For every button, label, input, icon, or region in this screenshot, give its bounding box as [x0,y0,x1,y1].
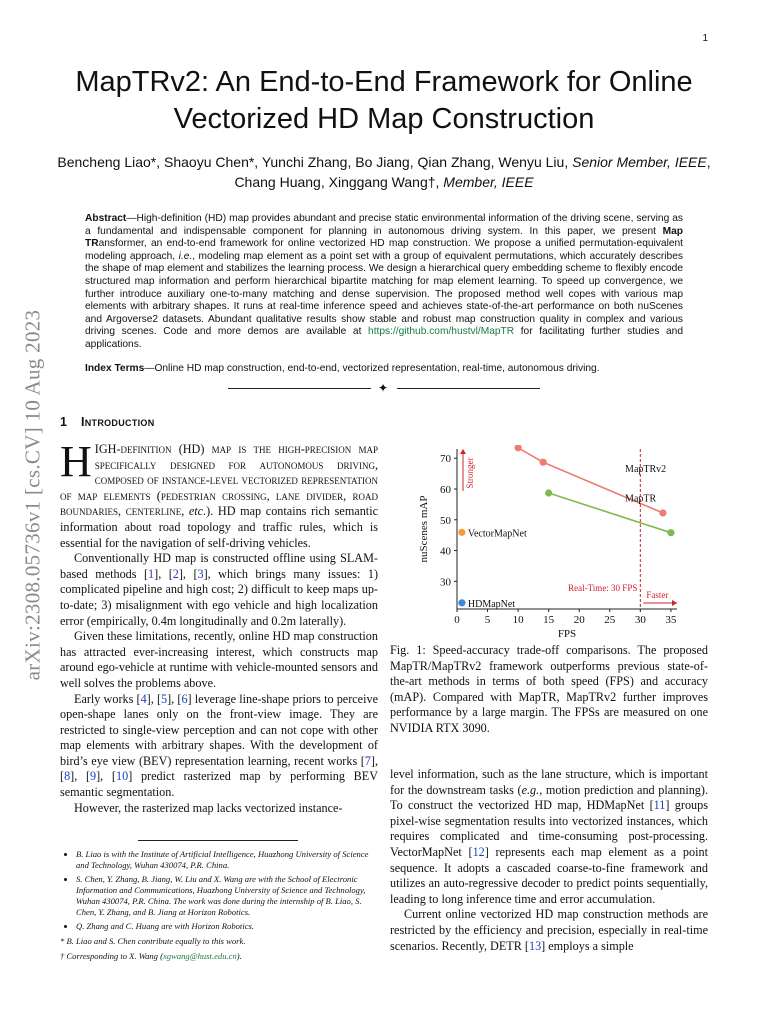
x-tick-label: 5 [484,614,491,626]
data-point [458,599,465,606]
text: ], [ [96,769,116,784]
text: , motion prediction and planning). To construct the vectorized HD map, HDMapNet [ [390,782,708,813]
diamond-icon: ✦ [378,381,389,395]
equal-contribution-note: * B. Liao and S. Chen contribute equally to this work. [60,936,246,946]
corresponding-author-note [60,951,378,962]
faster-label: Faster [646,590,669,600]
text: Current online vectorized HD map construction methods are restricted by the efficiency and precision, especially in real-time scenarios. Recently, DETR [ [390,907,708,953]
footnote-item: • B. Liao is with the Institute of Artificial Intelligence, Huazhong University of Science and Technology, Wuhan 430074, P.R. China. [76,849,378,871]
x-tick-label: 30 [634,614,646,626]
text: ], [ [60,753,378,784]
citation-link[interactable]: 6 [181,691,188,706]
paragraph: However, the rasterized map lacks vectorized instance- [74,800,343,815]
text: Early works [ [74,691,141,706]
text: ], [ [167,691,182,706]
footnote-item: • S. Chen, Y. Zhang, B. Jiang, W. Liu and X. Wang are with the School of Electronic Information and Communications, Huazhong University of Science and Technology, Wuhan 430074, P.R. China. The work was done during the internship of B. Liao, S. Chen, Y. Zhang, and B. Jiang at Horizon Robotics. [76,874,378,918]
footnote-item: • Q. Zhang and C. Huang are with Horizon Robotics. [76,921,378,932]
series-label: VectorMapNet [467,528,527,540]
citation-link[interactable]: 13 [528,938,542,953]
authors-line-1: Bencheng Liao*, Shaoyu Chen*, Yunchi Zhang, Bo Jiang, Qian Zhang, Wenyu Liu, [57,154,573,170]
code-link[interactable]: https://github.com/hustvl/MapTR [368,326,515,338]
author-role-1: Senior Member, IEEE [572,154,707,170]
series-label: HDMapNet [467,598,516,610]
abstract-text-4: for facilitating further studies and applications. [85,326,683,350]
index-terms-text: —Online HD map construction, end-to-end, vectorized representation, real-time, autonomous driving. [144,363,600,374]
data-point [540,459,547,466]
citation-link[interactable]: 7 [364,753,371,768]
arxiv-identifier: arXiv:2308.05736v1 [cs.CV] 10 Aug 2023 [20,309,45,681]
text: ], [ [178,566,198,581]
abstract-text-1: —High-definition (HD) map provides abundant and precise static environmental information of the driving scene, serving as a fundamental and indispensable component for planning in autonomous driving system. In this paper, we present [85,213,683,237]
text: ], [ [154,566,173,581]
authors-line-1-end: , [706,154,711,170]
y-tick-label: 50 [440,514,451,527]
citation-link[interactable]: 12 [472,844,485,859]
paragraph [60,692,378,801]
x-tick-label: 10 [512,614,524,626]
text: ] groups pixel-wise segmentation results into vectorized instances, which requires complicated and time-consuming post-processing. VectorMapNet [ [390,798,708,859]
x-tick-label: 15 [543,614,555,626]
page-number: 1 [702,33,708,44]
x-tick-label: 20 [573,614,585,626]
faster-arrow-head [672,600,677,606]
intro-text: IGH-definition (HD) map is the high-precision map specifically designed for autonomous driving, composed of instance-level vectorized representation of map elements (pedestrian crossing, lane divider, road boundaries, centerline, [60,442,378,519]
text: ], which brings many issues: 1) complicated pipeline and high cost; 2) difficult to keep maps up-to-date; 3) misalignment with ego vehicle and high localization error (empirically, 0.4m longitudinally and 0.2m laterally). [60,566,379,628]
text: ] leverage line-shape priors to perceive open-shape lanes only on the front-view image. They are restricted to single-view perception and can not cope with other map elements with arbitrary shapes. With the development of bird’s eye view (BEV) representation learning, recent works [ [60,691,378,768]
abstract-label: Abstract [85,213,127,224]
text: ] predict rasterized map by performing BEV semantic segmentation. [60,769,379,800]
left-column [60,437,379,816]
note-text: ). [236,951,242,961]
x-axis-title: FPS [557,628,577,640]
citation-link[interactable]: 2 [172,566,179,581]
arxiv-sidebar [18,245,48,745]
section-divider [228,381,540,395]
author-role-2: Member, IEEE [443,174,534,190]
citation-link[interactable]: 4 [140,691,147,706]
x-tick-label: 25 [604,614,616,626]
figure-caption: Fig. 1: Speed-accuracy trade-off comparisons. The proposed MapTR/MapTRv2 framework outperforms previous state-of-the-art methods in terms of both speed (FPS) and accuracy (mAP). Compared with MapTR, MapTRv2 further improves performance by a large margin. The FPSs are measured on one NVIDIA RTX 3090. [390,643,708,735]
index-terms [85,362,683,375]
speed-accuracy-chart [395,445,685,645]
y-axis-title: nuScenes mAP [418,495,430,563]
chart-svg [395,445,685,645]
data-point [515,445,522,451]
section-number: 1 [60,415,67,429]
text: ] represents each map element as a point sequence. It adopts a cascaded coarse-to-fine framework and utilizes an auto-regressive decoder to predict points sequentially, leading to long inference time and error accumulation. [390,844,708,906]
paragraph [60,437,378,551]
section-title: Introduction [80,415,155,429]
email-link[interactable]: xgwang@hust.edu.cn [162,951,237,961]
text: ], [ [146,691,162,706]
x-tick-label: 35 [665,614,677,626]
author-list [40,152,728,192]
abstract-ie: i.e. [178,250,193,262]
data-point [545,489,552,496]
text: level information, such as the lane structure, which is important for the downstream tasks ( [390,767,708,797]
citation-link[interactable]: 9 [90,769,97,784]
paragraph [390,907,708,954]
paragraph: Given these limitations, recently, online HD map construction has attracted ever-increasing interest, which constructs map around ego-vehicle at runtime with vehicle-mounted sensors and well solves the problems above. [60,629,378,690]
right-column [390,767,708,954]
stronger-label: Stronger [465,457,475,489]
index-terms-label: Index Terms [85,363,145,374]
text-eg: e.g. [521,782,540,797]
series-label: MapTR [625,493,657,505]
citation-link[interactable]: 8 [64,769,71,784]
abstract-text-2: ansformer, an end-to-end framework for online vectorized HD map construction. We propose a unified permutation-equivalent modeling approach, [85,238,683,262]
citation-link[interactable]: 3 [197,566,204,581]
intro-etc: etc. [188,504,207,519]
series-label: MapTRv2 [625,464,667,476]
data-point [659,509,666,516]
realtime-label: Real-Time: 30 FPS [568,583,638,593]
section-heading [60,415,155,429]
title-line-2: Vectorized HD Map Construction [173,103,595,135]
footnotes [60,840,378,962]
y-tick-label: 30 [440,576,451,589]
y-tick-label: 70 [440,453,451,466]
paragraph [390,767,708,907]
x-tick-label: 0 [454,614,460,626]
y-tick-label: 40 [440,545,451,558]
abstract [85,213,683,352]
citation-link[interactable]: 11 [653,798,666,813]
paragraph [60,551,378,629]
abstract-method-name: Map TR [85,225,683,250]
authors-line-2: Chang Huang, Xinggang Wang†, [234,174,444,190]
note-text: † Corresponding to X. Wang ( [60,951,163,961]
text: ] employs a simple [541,938,634,953]
text: ], [ [70,769,91,784]
citation-link[interactable]: 5 [161,691,168,706]
paper-title [0,64,768,138]
data-point [458,529,465,536]
y-tick-label: 60 [440,484,451,496]
abstract-text-3: , modeling map element as a point set with a group of equivalent permutations, which accurately describes the shape of map element and stabilizes the learning process. We design a hierarchical query embedding scheme to flexibly encode structured map information and perform hierarchical bipartite matching for map element learning. To speed up convergence, we further introduce auxiliary one-to-many matching and dense supervision. The proposed method well copes with various map elements with arbitrary shapes. It runs at real-time inference speed and achieves state-of-the-art performance on both nuScenes and Argoverse2 datasets. Abundant qualitative results show stable and robust map construction quality in complex and various driving scenes. Code and more demos are available at [85,250,683,338]
title-line-1: MapTRv2: An End-to-End Framework for Online [75,66,693,98]
drop-cap: H [60,437,92,486]
intro-text-end: ). HD map contains rich semantic information about road topology and traffic rules, which is essential for the navigation of self-driving vehicles. [60,504,378,550]
citation-link[interactable]: 10 [116,769,129,784]
data-point [667,529,674,536]
text: Conventionally HD map is constructed offline using SLAM-based methods [ [60,551,378,581]
stronger-arrow-head [460,449,466,454]
citation-link[interactable]: 1 [148,566,155,581]
